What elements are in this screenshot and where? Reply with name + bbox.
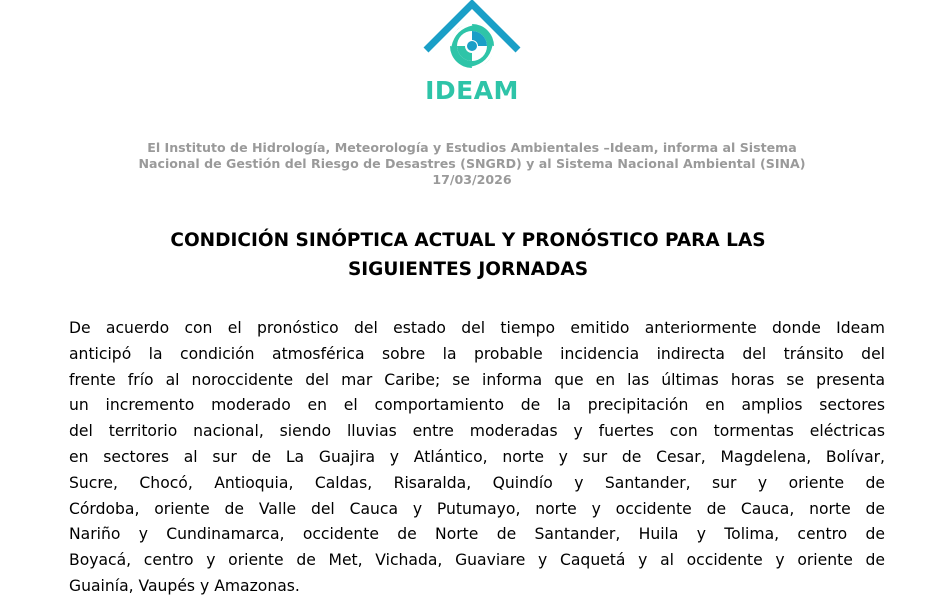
body-line: anticipó la condición atmosférica sobre la probable incidencia indirecta del tránsito del [69,344,885,363]
body-line: en sectores al sur de La Guajira y Atlántico, norte y sur de Cesar, Magdelena, Bolívar, [69,447,885,466]
body-paragraph [69,316,885,600]
title-line: CONDICIÓN SINÓPTICA ACTUAL Y PRONÓSTICO PARA LAS [170,230,766,251]
body-line: Sucre, Chocó, Antioquia, Caldas, Risaralda, Quindío y Santander, sur y oriente de [69,473,885,492]
page-title [60,226,876,284]
body-line: Guainía, Vaupés y Amazonas. [69,576,300,595]
body-line: Córdoba, oriente de Valle del Cauca y Putumayo, norte y occidente de Cauca, norte de [69,499,885,518]
body-line: Nariño y Cundinamarca, occidente de Norte de Santander, Huila y Tolima, centro de [69,525,885,544]
body-line: frente frío al noroccidente del mar Caribe; se informa que en las últimas horas se presenta [69,370,885,389]
title-line: SIGUIENTES JORNADAS [347,259,589,280]
logo-wordmark: IDEAM [425,76,519,105]
ideam-emblem-icon [420,0,524,80]
body-line: del territorio nacional, siendo lluvias entre moderadas y fuertes con tormentas eléctricas [69,422,885,441]
intro-date: 17/03/2026 [432,172,512,187]
body-line: un incremento moderado en el comportamiento de la precipitación en amplios sectores [69,396,885,415]
body-line: De acuerdo con el pronóstico del estado del tiempo emitido anteriormente donde Ideam [69,319,885,337]
intro-notice [60,140,884,188]
intro-line: El Instituto de Hidrología, Meteorología y Estudios Ambientales –Ideam, informa al Sistema [147,140,797,155]
intro-line: Nacional de Gestión del Riesgo de Desastres (SNGRD) y al Sistema Nacional Ambiental (SINA) [138,156,806,171]
body-line: Boyacá, centro y oriente de Met, Vichada, Guaviare y Caquetá y al occidente y oriente de [69,551,885,570]
ideam-logo [420,0,524,104]
